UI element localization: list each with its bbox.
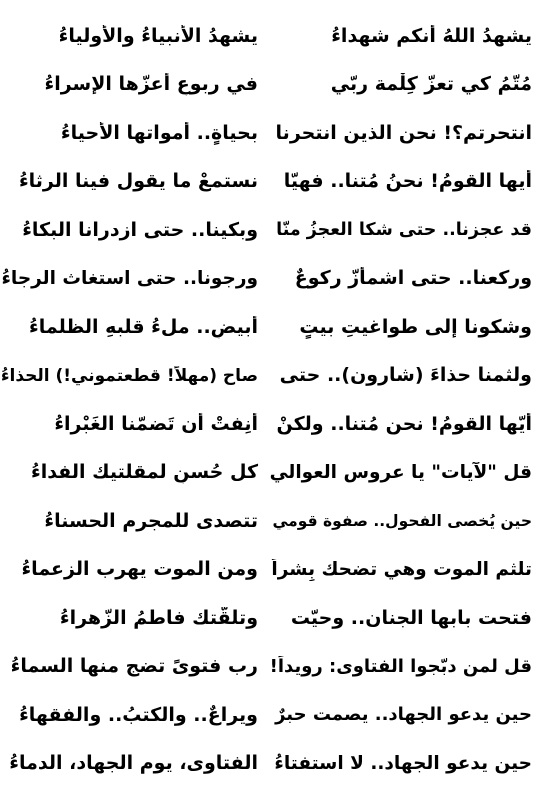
- verse: [0, 740, 540, 788]
- verse: [0, 303, 540, 352]
- verse: [0, 546, 540, 595]
- verse: [0, 61, 540, 110]
- verse: [0, 449, 540, 498]
- verse-first-hemistich: انتحرتم؟! نحن الذين انتحرنا: [275, 121, 532, 144]
- verse-second-hemistich: في ربوعٍ أعزّها الإسراءُ: [44, 73, 258, 96]
- verse-second-hemistich: صاح (مهلاً! قطعتموني!) الحذاءُ: [0, 365, 258, 386]
- verse-second-hemistich: ومن الموت يهرب الزعماءُ: [21, 558, 258, 581]
- verse-second-hemistich: بحياةٍ.. أمواتها الأحياءُ: [60, 121, 258, 144]
- verse-second-hemistich: كل حُسنٍ لمقلتيك الفداءُ: [30, 461, 258, 484]
- verse: [0, 12, 540, 61]
- verse-first-hemistich: حين يدعو الجهاد.. لا استفتاءُ: [274, 752, 532, 774]
- verse: [0, 352, 540, 401]
- verse-first-hemistich: أيّها القومُ! نحن مُتنا.. ولكنْ: [276, 412, 532, 435]
- verse: [0, 109, 540, 158]
- verse-second-hemistich: تتصدى للمجرم الحسناءُ: [44, 509, 258, 532]
- verse: [0, 497, 540, 546]
- verse-first-hemistich: قل لمن دبّجوا الفتاوى: رويداً!: [270, 655, 532, 677]
- poem: [0, 12, 540, 788]
- verse-first-hemistich: حين يدعو الجهاد.. يصمت حبرٌ: [275, 704, 532, 726]
- verse: [0, 206, 540, 255]
- verse-first-hemistich: تلثم الموت وهي تضحك بِشراً: [271, 558, 532, 580]
- verse-second-hemistich: ويراعٌ.. والكتبُ.. والفقهاءُ: [19, 703, 258, 726]
- verse-second-hemistich: وبكينا.. حتى ازدرانا البكاءُ: [22, 218, 258, 241]
- verse-second-hemistich: أنِفتْ أن تَضمّنا الغَبْراءُ: [54, 412, 258, 435]
- verse-first-hemistich: وركعنا.. حتى اشمأزّ ركوعٌ: [294, 267, 532, 290]
- verse: [0, 255, 540, 304]
- verse-second-hemistich: ورجونا.. حتى استغاث الرجاءُ: [1, 267, 258, 289]
- verse-first-hemistich: ولثمنا حذاءَ (شارون).. حتى: [279, 364, 532, 387]
- verse: [0, 691, 540, 740]
- verse-second-hemistich: يشهدُ الأنبياءُ والأولياءُ: [58, 24, 258, 47]
- verse: [0, 594, 540, 643]
- verse-first-hemistich: مُتّمُ كي تعزّ كِلْمة ربّي: [330, 73, 532, 96]
- verse-second-hemistich: الفتاوى، يوم الجهاد، الدماءُ: [9, 752, 258, 775]
- verse-second-hemistich: نستمعْ ما يقول فينا الرثاءُ: [18, 170, 258, 193]
- verse-second-hemistich: وتلقّتك فاطمُ الزّهراءُ: [59, 606, 258, 629]
- verse-first-hemistich: يشهدُ اللهُ أنكم شهداءُ: [331, 24, 532, 47]
- verse-first-hemistich: أيها القومُ! نحنُ مُتنا.. فهيّا: [283, 170, 532, 193]
- verse: [0, 158, 540, 207]
- verse: [0, 400, 540, 449]
- verse-second-hemistich: أبيضٍ.. ملءُ قلبهِ الظلماءُ: [28, 315, 258, 338]
- verse-first-hemistich: قل "لآيات" يا عروس العوالي: [270, 461, 532, 483]
- verse-first-hemistich: وشكونا إلى طواغيتِ بيتٍ: [299, 315, 532, 338]
- verse-first-hemistich: فتحت بابها الجنان.. وحيّت: [290, 606, 532, 629]
- verse: [0, 643, 540, 692]
- verse-first-hemistich: قد عجزنا.. حتى شكا العجزُ منّا: [276, 219, 532, 240]
- verse-second-hemistich: رب فتوىً تضج منها السماءُ: [10, 655, 258, 678]
- verse-first-hemistich: حين يُخصى الفحول.. صفوة قومي: [272, 511, 532, 530]
